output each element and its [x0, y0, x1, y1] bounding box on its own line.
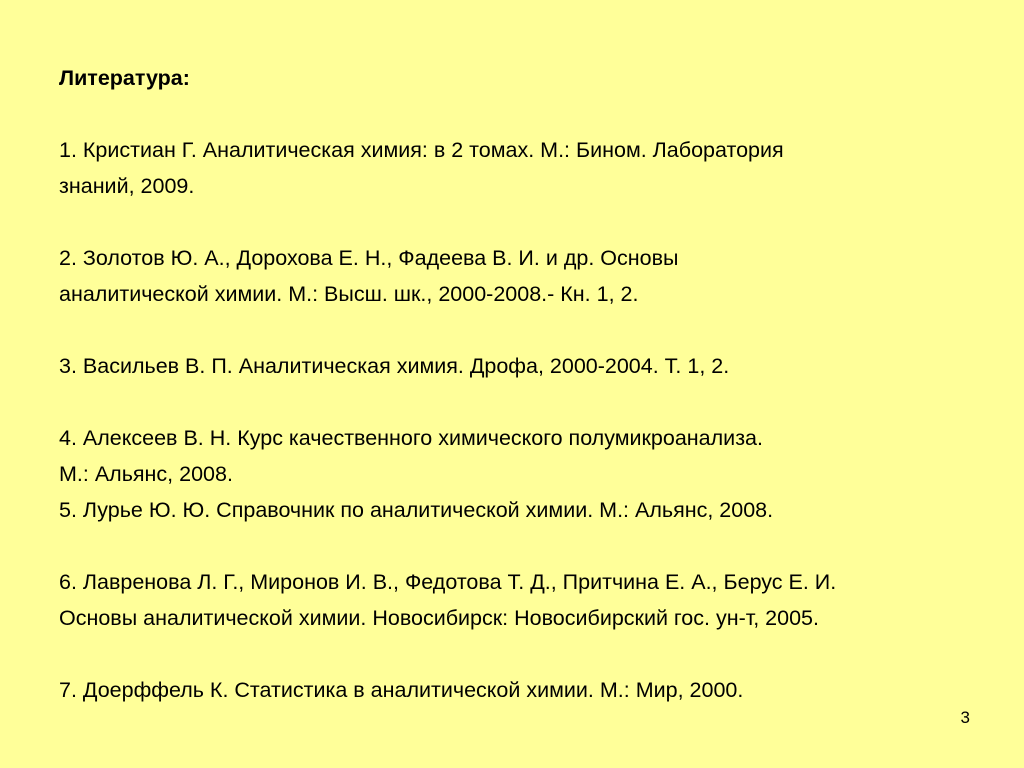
spacer [59, 312, 999, 348]
reference-line: 3. Васильев В. П. Аналитическая химия. Дрофа, 2000-2004. Т. 1, 2. [59, 354, 730, 378]
page-number: 3 [960, 708, 970, 727]
spacer [59, 204, 999, 240]
reference-line: 2. Золотов Ю. А., Дорохова Е. Н., Фадеева В. И. и др. Основы [59, 246, 679, 270]
reference-item-2 [59, 240, 999, 312]
literature-heading: Литература: [59, 66, 190, 90]
reference-line: М.: Альянс, 2008. [59, 462, 233, 486]
reference-line: аналитической химии. М.: Высш. шк., 2000-2008.- Кн. 1, 2. [59, 282, 639, 306]
reference-line: знаний, 2009. [59, 174, 195, 198]
reference-line: 5. Лурье Ю. Ю. Справочник по аналитической химии. М.: Альянс, 2008. [59, 498, 774, 522]
spacer [59, 528, 999, 564]
reference-line: 7. Доерффель К. Статистика в аналитической химии. М.: Мир, 2000. [59, 678, 744, 702]
spacer [59, 636, 999, 672]
spacer [59, 384, 999, 420]
reference-item-7 [59, 672, 999, 708]
slide-content [59, 60, 999, 708]
reference-line: 1. Кристиан Г. Аналитическая химия: в 2 томах. М.: Бином. Лаборатория [59, 138, 784, 162]
reference-item-5 [59, 492, 999, 528]
reference-item-1 [59, 132, 999, 204]
reference-item-3 [59, 348, 999, 384]
reference-line: 4. Алексеев В. Н. Курс качественного химического полумикроанализа. [59, 426, 763, 450]
reference-item-6 [59, 564, 999, 636]
reference-line: 6. Лавренова Л. Г., Миронов И. В., Федотова Т. Д., Притчина Е. А., Берус Е. И. [59, 570, 837, 594]
reference-item-4 [59, 420, 999, 492]
reference-line: Основы аналитической химии. Новосибирск: Новосибирский гос. ун-т, 2005. [59, 606, 819, 630]
